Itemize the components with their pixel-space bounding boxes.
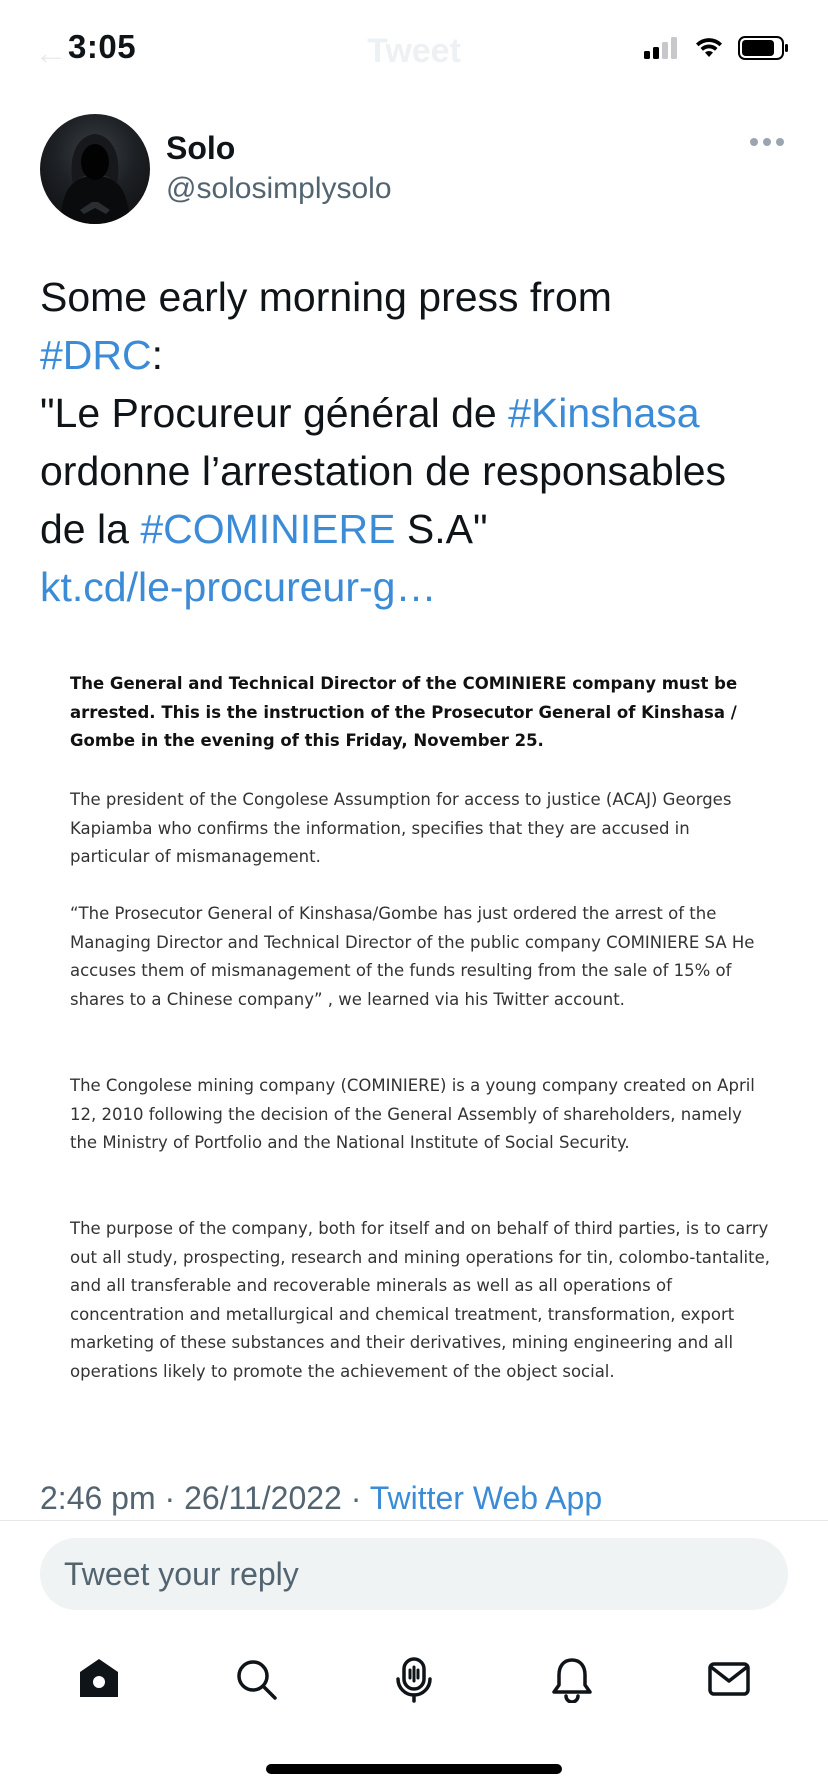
header-title: Tweet: [367, 32, 461, 70]
image-paragraph-lead: The General and Technical Director of the COMINIERE company must be arrested. This is the instruction of the Prosecutor General of Kinshasa / Gombe in the evening of this Friday, November 25.: [70, 674, 738, 751]
divider: [0, 1520, 828, 1521]
image-paragraph: The Congolese mining company (COMINIERE) is a young company created on April 12, 2010 following the decision of the General Assembly of shareholders, namely the Ministry of Portfolio and the National Institute of Social Security.: [70, 1076, 755, 1153]
battery-icon: [738, 36, 790, 60]
image-paragraph: The president of the Congolese Assumption for access to justice (ACAJ) Georges Kapiamba who confirms the information, specifies that they are accused in particular of mismanagement.: [70, 790, 732, 867]
tweet-image[interactable]: [40, 640, 788, 1420]
bottom-nav: [0, 1634, 828, 1724]
hashtag-cominiere-link[interactable]: #COMINIERE: [140, 506, 396, 552]
messages-icon: [705, 1655, 753, 1703]
wifi-icon: [694, 37, 724, 59]
notifications-icon: [548, 1655, 596, 1703]
home-indicator: [266, 1764, 562, 1774]
tweet-text-colon: :: [151, 332, 164, 378]
search-icon: [232, 1655, 280, 1703]
nav-notifications[interactable]: [542, 1649, 602, 1709]
tweet-text-line: de la: [40, 506, 129, 552]
hashtag-kinshasa-link[interactable]: #Kinshasa: [508, 390, 700, 436]
avatar[interactable]: [40, 114, 150, 224]
back-arrow-icon[interactable]: ←: [34, 34, 68, 72]
nav-home[interactable]: [69, 1649, 129, 1709]
nav-search[interactable]: [226, 1649, 286, 1709]
hooded-figure-image: [40, 114, 150, 224]
tweet-text-line: S.A": [406, 506, 488, 552]
more-dot-icon: [750, 138, 758, 146]
nav-messages[interactable]: [699, 1649, 759, 1709]
more-dot-icon: [763, 138, 771, 146]
tweet-meta: [40, 1480, 602, 1517]
status-icons: [644, 36, 790, 60]
tweet-text-line: "Le Procureur général de: [40, 390, 497, 436]
spaces-icon: [390, 1655, 438, 1703]
cellular-signal-icon: [644, 37, 680, 59]
tweet-text-line: ordonne l’arrestation de responsables: [40, 448, 727, 494]
reply-input[interactable]: [40, 1538, 788, 1610]
image-paragraph: The purpose of the company, both for itself and on behalf of third parties, is to carry out all study, prospecting, research and mining operations for tin, colombo-tantalite, and all transferable and recoverable minerals as well as all operations of concentration and metallurgical and chemical treatment, transformation, export marketing of these substances and their derivatives, mining engineering and all operations likely to promote the achievement of the object social.: [70, 1219, 770, 1381]
more-dot-icon: [776, 138, 784, 146]
hashtag-drc-link[interactable]: #DRC: [40, 332, 152, 378]
article-link[interactable]: kt.cd/le-procureur-g…: [40, 564, 437, 610]
status-time: 3:05: [68, 28, 137, 65]
author-handle[interactable]: @solosimplysolo: [166, 172, 392, 205]
source-app-link[interactable]: Twitter Web App: [369, 1480, 603, 1516]
more-options-button[interactable]: [750, 138, 784, 148]
image-paragraph: “The Prosecutor General of Kinshasa/Gombe has just ordered the arrest of the Managing Director and Technical Director of the public company COMINIERE SA He accuses them of mismanagement of the funds resulting from the sale of 15% of shares to a Chinese company” , we learned via his Twitter account.: [70, 904, 755, 1009]
tweet-text: [40, 268, 800, 616]
nav-spaces[interactable]: [384, 1649, 444, 1709]
home-icon: [75, 1655, 123, 1703]
reply-placeholder: Tweet your reply: [64, 1556, 299, 1592]
tweet-text-line: Some early morning press from: [40, 274, 612, 320]
author-name[interactable]: Solo: [166, 130, 236, 166]
tweet-timestamp: 2:46 pm · 26/11/2022 ·: [40, 1480, 370, 1516]
